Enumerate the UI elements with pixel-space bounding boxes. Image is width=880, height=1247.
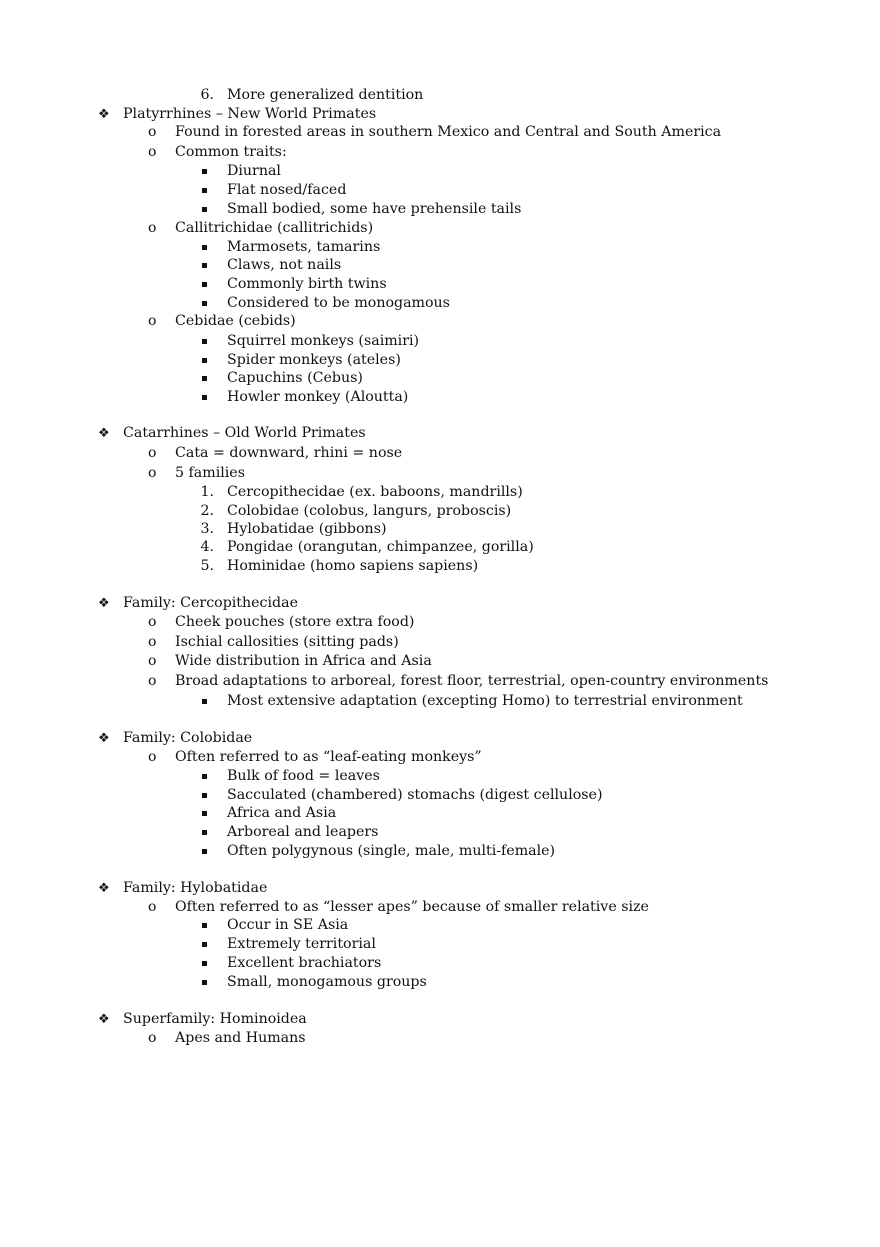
outline-item-text: Extremely territorial — [227, 936, 376, 952]
outline-item-level-2 — [0, 312, 880, 331]
square-bullet-icon — [202, 811, 207, 816]
square-bullet-icon — [202, 849, 207, 854]
square-bullet-icon — [202, 245, 207, 250]
outline-item-text: Found in forested areas in southern Mexico and Central and South America — [175, 124, 722, 140]
square-bullet-icon — [202, 980, 207, 985]
outline-item-text: Capuchins (Cebus) — [227, 370, 363, 386]
square-bullet-icon — [202, 301, 207, 306]
circle-bullet-icon: o — [148, 124, 157, 140]
outline-item-level-2 — [0, 652, 880, 671]
diamond-bullet-icon: ❖ — [98, 1012, 110, 1027]
square-bullet-icon — [202, 923, 207, 928]
outline-item-level-2 — [0, 633, 880, 652]
outline-item-level-3 — [0, 256, 880, 275]
outline-item-text: Africa and Asia — [227, 805, 337, 821]
circle-bullet-icon: o — [148, 1030, 157, 1046]
outline-item-level-3 — [0, 369, 880, 388]
outline-item-level-3 — [0, 538, 880, 557]
outline-item-text: Often referred to as “lesser apes” because of smaller relative size — [175, 899, 649, 915]
outline-item-level-1 — [0, 594, 880, 613]
outline-item-text: Apes and Humans — [175, 1030, 306, 1046]
outline-item-level-3 — [0, 332, 880, 351]
outline-item-level-2 — [0, 748, 880, 767]
outline-item-text: 5 families — [175, 465, 245, 481]
list-number: 6. — [200, 87, 214, 103]
outline-item-text: Spider monkeys (ateles) — [227, 352, 401, 368]
outline-item-level-3 — [0, 502, 880, 521]
outline-item-level-1 — [0, 105, 880, 124]
outline-item-text: Hylobatidae (gibbons) — [227, 521, 387, 537]
outline-item-text: Small bodied, some have prehensile tails — [227, 201, 522, 217]
square-bullet-icon — [202, 188, 207, 193]
square-bullet-icon — [202, 395, 207, 400]
outline-item-text: Occur in SE Asia — [227, 917, 349, 933]
outline-item-text: Callitrichidae (callitrichids) — [175, 220, 374, 236]
outline-item-text: Squirrel monkeys (saimiri) — [227, 333, 420, 349]
outline-item-level-3 — [0, 786, 880, 805]
circle-bullet-icon: o — [148, 634, 157, 650]
outline-item-text: Considered to be monogamous — [227, 295, 450, 311]
outline-item-text: Bulk of food = leaves — [227, 768, 380, 784]
outline-item-level-2 — [0, 143, 880, 162]
circle-bullet-icon: o — [148, 673, 157, 689]
outline-item-text: Pongidae (orangutan, chimpanzee, gorilla) — [227, 539, 534, 555]
outline-item-level-2 — [0, 1029, 880, 1048]
outline-item-text: Cheek pouches (store extra food) — [175, 614, 415, 630]
outline-item-level-3 — [0, 767, 880, 786]
outline-item-level-3 — [0, 238, 880, 257]
outline-item-level-3 — [0, 200, 880, 219]
outline-item-text: Claws, not nails — [227, 257, 342, 273]
diamond-bullet-icon: ❖ — [98, 596, 110, 611]
square-bullet-icon — [202, 699, 207, 704]
outline-item-text: Arboreal and leapers — [227, 824, 379, 840]
list-number: 3. — [200, 521, 214, 537]
circle-bullet-icon: o — [148, 220, 157, 236]
outline-item-text: Diurnal — [227, 163, 281, 179]
circle-bullet-icon: o — [148, 313, 157, 329]
outline-item-text: Cata = downward, rhini = nose — [175, 445, 403, 461]
outline-item-text: Excellent brachiators — [227, 955, 382, 971]
outline-item-text: Colobidae (colobus, langurs, proboscis) — [227, 503, 512, 519]
outline-item-level-2 — [0, 123, 880, 142]
outline-item-level-2 — [0, 444, 880, 463]
outline-item-level-3 — [0, 86, 880, 105]
list-number: 5. — [200, 558, 214, 574]
square-bullet-icon — [202, 774, 207, 779]
outline-item-text: Cebidae (cebids) — [175, 313, 296, 329]
square-bullet-icon — [202, 358, 207, 363]
square-bullet-icon — [202, 339, 207, 344]
circle-bullet-icon: o — [148, 465, 157, 481]
outline-item-level-3 — [0, 557, 880, 576]
circle-bullet-icon: o — [148, 614, 157, 630]
outline-item-level-3 — [0, 916, 880, 935]
diamond-bullet-icon: ❖ — [98, 426, 110, 441]
outline-item-text: Commonly birth twins — [227, 276, 387, 292]
outline-item-text: Broad adaptations to arboreal, forest floor, terrestrial, open-country environments — [175, 673, 769, 689]
diamond-bullet-icon: ❖ — [98, 731, 110, 746]
circle-bullet-icon: o — [148, 144, 157, 160]
diamond-bullet-icon: ❖ — [98, 881, 110, 896]
outline-item-text: Flat nosed/faced — [227, 182, 347, 198]
square-bullet-icon — [202, 207, 207, 212]
circle-bullet-icon: o — [148, 899, 157, 915]
outline-item-text: Small, monogamous groups — [227, 974, 427, 990]
outline-item-text: Wide distribution in Africa and Asia — [175, 653, 432, 669]
square-bullet-icon — [202, 376, 207, 381]
outline-item-level-3 — [0, 351, 880, 370]
outline-item-level-2 — [0, 219, 880, 238]
diamond-bullet-icon: ❖ — [98, 107, 110, 122]
outline-item-level-1 — [0, 1010, 880, 1029]
outline-item-text: Catarrhines – Old World Primates — [123, 425, 366, 441]
outline-item-level-2 — [0, 464, 880, 483]
outline-item-text: Common traits: — [175, 144, 287, 160]
outline-item-level-3 — [0, 294, 880, 313]
square-bullet-icon — [202, 942, 207, 947]
outline-item-level-3 — [0, 181, 880, 200]
outline-item-text: Marmosets, tamarins — [227, 239, 381, 255]
outline-item-text: Platyrrhines – New World Primates — [123, 106, 377, 122]
circle-bullet-icon: o — [148, 653, 157, 669]
outline-item-text: Family: Colobidae — [123, 730, 253, 746]
outline-item-text: Howler monkey (Aloutta) — [227, 389, 409, 405]
outline-item-level-3 — [0, 954, 880, 973]
outline-item-text: Most extensive adaptation (excepting Homo) to terrestrial environment — [227, 693, 743, 709]
outline-item-text: Often polygynous (single, male, multi-female) — [227, 843, 556, 859]
outline-item-level-3 — [0, 275, 880, 294]
outline-item-level-3 — [0, 842, 880, 861]
outline-item-level-3 — [0, 520, 880, 539]
circle-bullet-icon: o — [148, 445, 157, 461]
outline-item-level-2 — [0, 898, 880, 917]
outline-item-level-3 — [0, 483, 880, 502]
outline-item-text: Sacculated (chambered) stomachs (digest cellulose) — [227, 787, 603, 803]
outline-item-level-1 — [0, 424, 880, 443]
outline-item-text: Hominidae (homo sapiens sapiens) — [227, 558, 479, 574]
outline-item-text: Often referred to as “leaf-eating monkeys” — [175, 749, 482, 765]
list-number: 2. — [200, 503, 214, 519]
outline-item-text: Family: Cercopithecidae — [123, 595, 298, 611]
square-bullet-icon — [202, 961, 207, 966]
square-bullet-icon — [202, 282, 207, 287]
outline-item-level-3 — [0, 935, 880, 954]
outline-item-level-1 — [0, 879, 880, 898]
square-bullet-icon — [202, 169, 207, 174]
square-bullet-icon — [202, 263, 207, 268]
outline-item-level-3 — [0, 823, 880, 842]
outline-item-level-3 — [0, 162, 880, 181]
outline-item-level-2 — [0, 672, 880, 691]
outline-item-level-3 — [0, 804, 880, 823]
outline-item-level-3 — [0, 692, 880, 711]
outline-item-text: Cercopithecidae (ex. baboons, mandrills) — [227, 484, 523, 500]
outline-item-text: Family: Hylobatidae — [123, 880, 268, 896]
outline-item-level-3 — [0, 388, 880, 407]
outline-item-level-3 — [0, 973, 880, 992]
square-bullet-icon — [202, 830, 207, 835]
square-bullet-icon — [202, 793, 207, 798]
outline-item-level-1 — [0, 729, 880, 748]
list-number: 4. — [200, 539, 214, 555]
outline-item-level-2 — [0, 613, 880, 632]
outline-item-text: Superfamily: Hominoidea — [123, 1011, 307, 1027]
list-number: 1. — [200, 484, 214, 500]
outline-item-text: More generalized dentition — [227, 87, 424, 103]
circle-bullet-icon: o — [148, 749, 157, 765]
outline-item-text: Ischial callosities (sitting pads) — [175, 634, 399, 650]
